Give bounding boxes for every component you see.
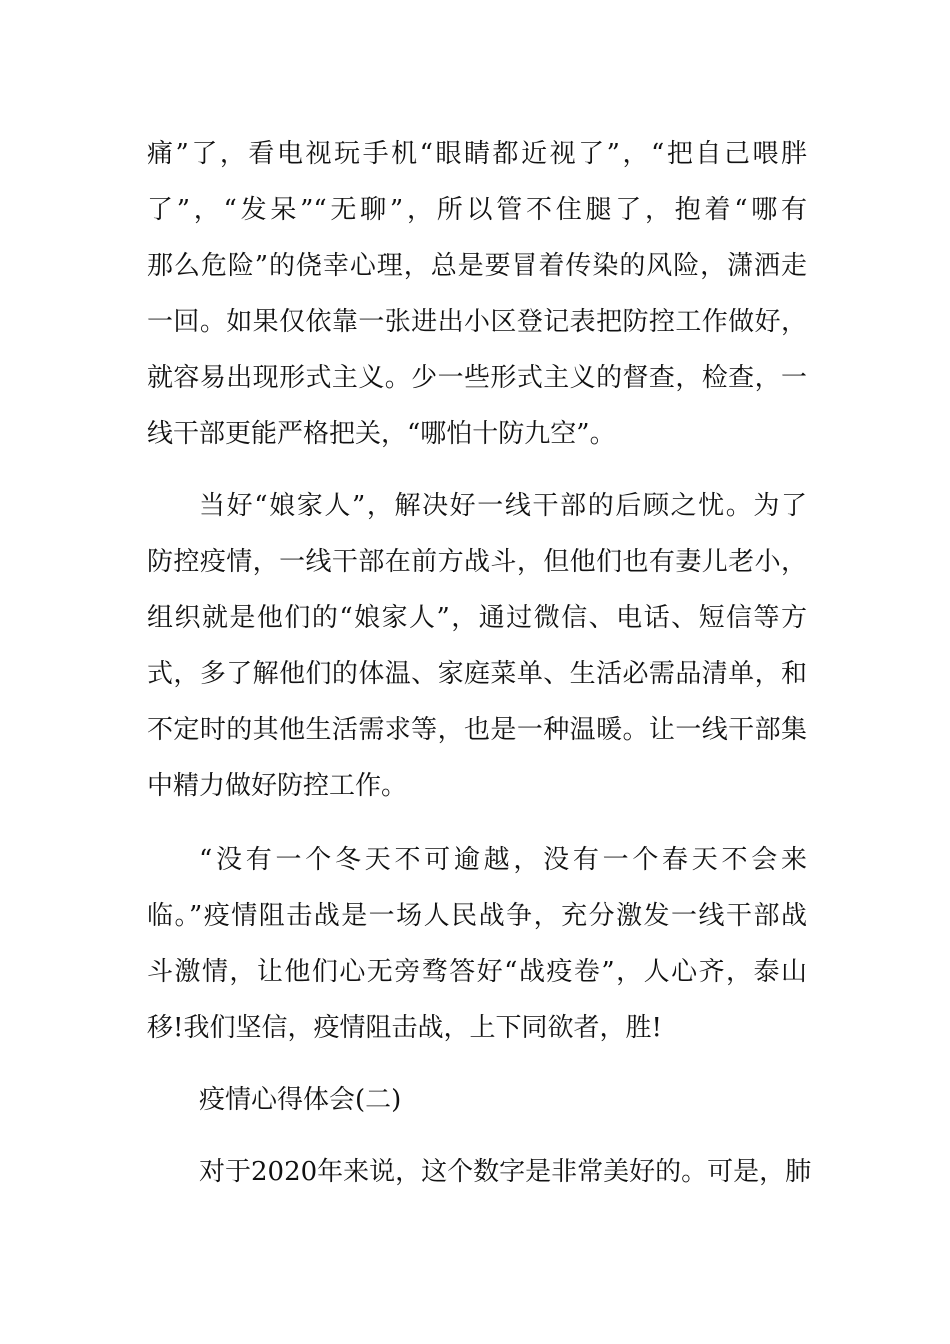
paragraph-line: 组织就是他们的“娘家人”，通过微信、电话、短信等方: [147, 603, 807, 633]
paragraph-line: 式，多了解他们的体温、家庭菜单、生活必需品清单，和: [147, 659, 807, 689]
paragraph-line: 不定时的其他生活需求等，也是一种温暖。让一线干部集: [147, 715, 807, 745]
paragraph-line: 移!我们坚信，疫情阻击战，上下同欲者，胜!: [147, 1013, 662, 1043]
paragraph-line: 中精力做好防控工作。: [147, 771, 408, 801]
paragraph-line: 当好“娘家人”，解决好一线干部的后顾之忧。为了: [199, 491, 807, 521]
paragraph-line: 就容易出现形式主义。少一些形式主义的督查，检查，一: [147, 363, 807, 393]
paragraph-line: 斗激情，让他们心无旁骛答好“战疫卷”，人心齐，泰山: [147, 957, 807, 987]
paragraph-line: 对于2020年来说，这个数字是非常美好的。可是，肺: [199, 1157, 812, 1187]
paragraph-line: 防控疫情，一线干部在前方战斗，但他们也有妻儿老小，: [147, 547, 807, 577]
section-heading: 疫情心得体会(二): [199, 1085, 402, 1115]
paragraph-line: 线干部更能严格把关，“哪怕十防九空”。: [147, 419, 616, 449]
paragraph-line: 那么危险”的侥幸心理，总是要冒着传染的风险，潇洒走: [147, 251, 807, 281]
paragraph-line: 一回。如果仅依靠一张进出小区登记表把防控工作做好，: [147, 307, 807, 337]
paragraph-line: 了”，“发呆”“无聊”，所以管不住腿了，抱着“哪有: [147, 195, 807, 225]
paragraph-line: “没有一个冬天不可逾越，没有一个春天不会来: [199, 845, 807, 875]
paragraph-line: 临。”疫情阻击战是一场人民战争，充分激发一线干部战: [147, 901, 807, 931]
paragraph-line: 痛”了，看电视玩手机“眼睛都近视了”，“把自己喂胖: [147, 139, 807, 169]
